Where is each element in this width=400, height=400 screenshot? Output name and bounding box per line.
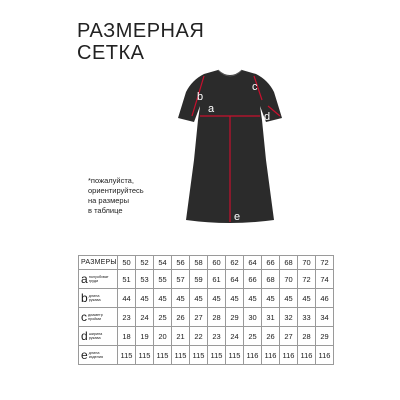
diagram-label-d: d <box>264 111 271 123</box>
table-cell: 70 <box>280 270 298 289</box>
table-cell: 116 <box>280 346 298 365</box>
table-cell: 28 <box>298 327 316 346</box>
table-cell: 29 <box>316 327 334 346</box>
table-cell: 45 <box>226 289 244 308</box>
row-caption: длина рукава <box>88 294 101 302</box>
row-letter: b <box>81 291 88 305</box>
table-cell: 115 <box>154 346 172 365</box>
table-cell: 32 <box>280 308 298 327</box>
table-cell: 45 <box>136 289 154 308</box>
table-cell: 115 <box>190 346 208 365</box>
table-cell: 53 <box>136 270 154 289</box>
table-row <box>79 346 334 365</box>
row-letter: d <box>81 329 88 343</box>
table-cell: 23 <box>118 308 136 327</box>
size-header-cell: 54 <box>154 256 172 270</box>
diagram-label-b: b <box>197 91 204 103</box>
size-header-cell: 70 <box>298 256 316 270</box>
table-cell: 23 <box>208 327 226 346</box>
table-row <box>79 289 334 308</box>
size-header-cell: 68 <box>280 256 298 270</box>
row-label-b <box>79 289 118 308</box>
size-header-cell: 64 <box>244 256 262 270</box>
table-cell: 29 <box>226 308 244 327</box>
table-cell: 45 <box>190 289 208 308</box>
row-label-c <box>79 308 118 327</box>
table-cell: 45 <box>244 289 262 308</box>
size-table <box>78 255 334 365</box>
table-cell: 45 <box>208 289 226 308</box>
row-letter: a <box>81 272 88 286</box>
table-cell: 44 <box>118 289 136 308</box>
note-line-3: на размеры <box>88 196 129 205</box>
diagram-label-a: a <box>208 103 215 115</box>
table-cell: 27 <box>280 327 298 346</box>
table-cell: 27 <box>190 308 208 327</box>
row-letter: c <box>81 310 87 324</box>
size-header-cell: 50 <box>118 256 136 270</box>
table-cell: 20 <box>154 327 172 346</box>
table-cell: 72 <box>298 270 316 289</box>
row-label-a <box>79 270 118 289</box>
size-header-cell: 62 <box>226 256 244 270</box>
table-cell: 64 <box>226 270 244 289</box>
table-cell: 26 <box>262 327 280 346</box>
table-cell: 45 <box>298 289 316 308</box>
table-cell: 66 <box>244 270 262 289</box>
size-header-cell: 66 <box>262 256 280 270</box>
table-cell: 51 <box>118 270 136 289</box>
table-cell: 45 <box>280 289 298 308</box>
row-caption: диаметр пройми <box>88 313 103 321</box>
table-cell: 61 <box>208 270 226 289</box>
dress-diagram <box>170 60 290 230</box>
table-cell: 55 <box>154 270 172 289</box>
page-title <box>77 20 204 64</box>
sizing-note <box>88 176 178 216</box>
table-cell: 45 <box>172 289 190 308</box>
table-cell: 26 <box>172 308 190 327</box>
table-cell: 19 <box>136 327 154 346</box>
diagram-label-e: e <box>234 211 241 223</box>
row-caption: полуобхват груди <box>88 275 109 283</box>
table-cell: 74 <box>316 270 334 289</box>
table-cell: 28 <box>208 308 226 327</box>
table-cell: 22 <box>190 327 208 346</box>
table-cell: 21 <box>172 327 190 346</box>
diagram-label-c: c <box>252 81 258 93</box>
table-cell: 45 <box>262 289 280 308</box>
table-row <box>79 270 334 289</box>
size-header-cell: 58 <box>190 256 208 270</box>
table-cell: 116 <box>298 346 316 365</box>
table-cell: 115 <box>118 346 136 365</box>
note-line-4: в таблице <box>88 206 123 215</box>
size-header-cell: 72 <box>316 256 334 270</box>
table-row <box>79 327 334 346</box>
table-cell: 30 <box>244 308 262 327</box>
table-cell: 25 <box>154 308 172 327</box>
table-cell: 46 <box>316 289 334 308</box>
table-cell: 115 <box>208 346 226 365</box>
table-cell: 68 <box>262 270 280 289</box>
row-caption: ширина рукава <box>88 332 103 340</box>
row-label-d <box>79 327 118 346</box>
table-cell: 24 <box>226 327 244 346</box>
table-cell: 24 <box>136 308 154 327</box>
size-header-cell: 56 <box>172 256 190 270</box>
table-cell: 115 <box>226 346 244 365</box>
table-cell: 57 <box>172 270 190 289</box>
row-caption: длина изделия <box>88 351 104 359</box>
table-cell: 33 <box>298 308 316 327</box>
size-header-cell: 60 <box>208 256 226 270</box>
table-cell: 25 <box>244 327 262 346</box>
note-line-2: ориентируйтесь <box>88 186 144 195</box>
table-cell: 115 <box>172 346 190 365</box>
table-cell: 115 <box>136 346 154 365</box>
note-line-1: *пожалуйста, <box>88 176 134 185</box>
title-line-1: РАЗМЕРНАЯ <box>77 20 205 42</box>
table-cell: 116 <box>244 346 262 365</box>
table-cell: 116 <box>316 346 334 365</box>
table-cell: 116 <box>262 346 280 365</box>
table-cell: 45 <box>154 289 172 308</box>
row-label-e <box>79 346 118 365</box>
size-header-row <box>79 256 334 270</box>
table-cell: 31 <box>262 308 280 327</box>
table-cell: 18 <box>118 327 136 346</box>
size-header-cell: 52 <box>136 256 154 270</box>
table-cell: 59 <box>190 270 208 289</box>
table-cell: 34 <box>316 308 334 327</box>
title-line-2: СЕТКА <box>77 42 145 64</box>
row-letter: e <box>81 348 88 362</box>
size-header-label: РАЗМЕРЫ <box>79 256 118 270</box>
table-row <box>79 308 334 327</box>
